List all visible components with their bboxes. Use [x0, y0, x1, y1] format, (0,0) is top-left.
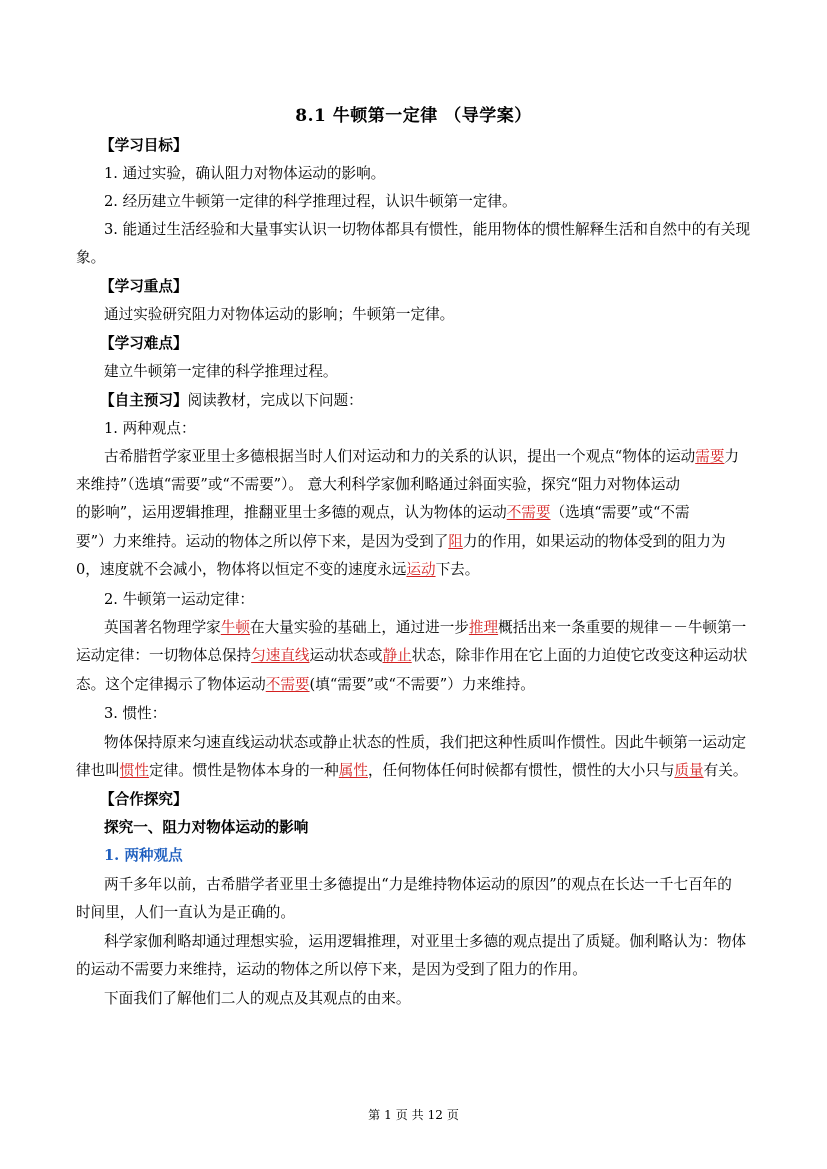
preview-s1-line	[104, 447, 739, 467]
text-run: 状态，除非作用在它上面的力迫使它改变这种运动状	[411, 647, 748, 664]
preview-s3-line: 物体保持原来匀速直线运动状态或静止状态的性质，我们把这种性质叫作惯性。因此牛顿第一运动定	[104, 734, 747, 751]
footer-text: 页	[446, 1108, 459, 1122]
text-run: 律也叫	[76, 762, 120, 779]
answer-blank: 属性	[338, 762, 368, 779]
footer-text: 第	[368, 1108, 381, 1122]
preview-s3-heading: 3. 惯性：	[104, 705, 167, 722]
footer-text: 页 共	[395, 1108, 424, 1122]
text-run: 英国著名物理学家	[104, 619, 221, 636]
page-title: 8.1 牛顿第一定律 （导学案）	[295, 106, 532, 126]
objective-item: 2. 经历建立牛顿第一定律的科学推理过程，认识牛顿第一定律。	[104, 193, 517, 210]
objective-item: 3. 能通过生活经验和大量事实认识一切物体都具有惯性，能用物体的惯性解释生活和自然中的有关现	[104, 221, 751, 238]
coop-paragraph-line: 的运动不需要力来维持，运动的物体之所以停下来，是因为受到了阻力的作用。	[76, 961, 587, 978]
preview-intro: 阅读教材，完成以下问题：	[187, 392, 363, 409]
coop-paragraph-line: 科学家伽利略却通过理想实验，运用逻辑推理，对亚里士多德的观点提出了质疑。伽利略认为：物体	[104, 933, 747, 950]
answer-blank: 阻	[448, 533, 463, 550]
text-run: 古希腊哲学家亚里士多德根据当时人们对运动和力的关系的认识，提出一个观点“物体的运动	[104, 448, 696, 465]
coop-paragraph-line: 两千多年以前，古希腊学者亚里士多德提出“力是维持物体运动的原因”的观点在长达一千七百年的	[104, 876, 732, 893]
preview-s3-line	[76, 761, 747, 781]
answer-blank: 不需要	[265, 676, 310, 693]
answer-blank: 惯性	[119, 762, 149, 779]
keypoints-heading: 【学习重点】	[100, 278, 188, 295]
objective-item: 象。	[76, 249, 106, 266]
text-run: 概括出来一条重要的规律－－牛顿第一	[498, 619, 747, 636]
preview-s1-heading: 1. 两种观点：	[104, 420, 196, 437]
answer-blank: 质量	[674, 762, 704, 779]
text-run: 运动状态或	[309, 647, 383, 664]
coop-heading: 【合作探究】	[100, 791, 188, 808]
text-run: 力的作用，如果运动的物体受到的阻力为	[462, 533, 726, 550]
text-run: 0，速度就不会减小，物体将以恒定不变的速度永远	[76, 561, 407, 578]
text-run: 有关。	[703, 762, 748, 779]
preview-s1-line	[76, 532, 726, 552]
page-footer	[0, 1106, 827, 1123]
text-run: 定律。惯性是物体本身的一种	[149, 762, 339, 779]
difficulty-heading: 【学习难点】	[100, 335, 188, 352]
answer-blank: 运动	[406, 561, 436, 578]
preview-s2-line	[76, 675, 535, 695]
preview-s2-heading: 2. 牛顿第一运动定律：	[104, 591, 254, 608]
preview-heading-line	[100, 391, 363, 411]
text-run: ，任何物体任何时候都有惯性，惯性的大小只与	[367, 762, 675, 779]
page-number: 1	[384, 1108, 392, 1122]
coop-paragraph-line: 下面我们了解他们二人的观点及其观点的由来。	[104, 990, 411, 1007]
answer-blank: 不需要	[506, 504, 551, 521]
coop-paragraph-line: 时间里，人们一直认为是正确的。	[76, 904, 295, 921]
preview-s1-line: 来维持”（选填“需要”或“不需要”）。 意大利科学家伽利略通过斜面实验，探究“阻力对物体运动	[76, 476, 680, 493]
answer-blank: 牛顿	[220, 619, 250, 636]
answer-blank: 匀速直线	[251, 647, 310, 664]
preview-s1-line	[76, 503, 690, 523]
text-run: 运动定律：一切物体总保持	[76, 647, 252, 664]
text-run: 力	[724, 448, 740, 465]
difficulty-text: 建立牛顿第一定律的科学推理过程。	[104, 363, 338, 380]
text-run: (填“需要”或“不需要”）力来维持。	[309, 676, 535, 693]
objectives-heading: 【学习目标】	[100, 137, 188, 154]
page-total: 12	[427, 1108, 443, 1122]
text-run: 态。这个定律揭示了物体运动	[76, 676, 266, 693]
explore-heading: 探究一、阻力对物体运动的影响	[104, 819, 309, 836]
answer-blank: 推理	[468, 619, 499, 636]
text-run: （选填“需要”或“不需	[550, 504, 690, 521]
text-run: 在大量实验的基础上，通过进一步	[249, 619, 469, 636]
preview-s2-line	[76, 646, 747, 666]
text-run: 的影响”，运用逻辑推理，推翻亚里士多德的观点，认为物体的运动	[76, 504, 507, 521]
preview-heading: 【自主预习】	[100, 392, 188, 409]
keypoints-text: 通过实验研究阻力对物体运动的影响；牛顿第一定律。	[104, 306, 455, 323]
preview-s1-line	[76, 560, 479, 580]
answer-blank: 静止	[382, 647, 412, 664]
subsection-heading: 1. 两种观点	[104, 847, 183, 864]
text-run: 下去。	[435, 561, 480, 578]
preview-s2-line	[104, 618, 746, 638]
objective-item: 1. 通过实验，确认阻力对物体运动的影响。	[104, 165, 386, 182]
text-run: 要”）力来维持。运动的物体之所以停下来，是因为受到了	[76, 533, 449, 550]
answer-blank: 需要	[695, 448, 725, 465]
